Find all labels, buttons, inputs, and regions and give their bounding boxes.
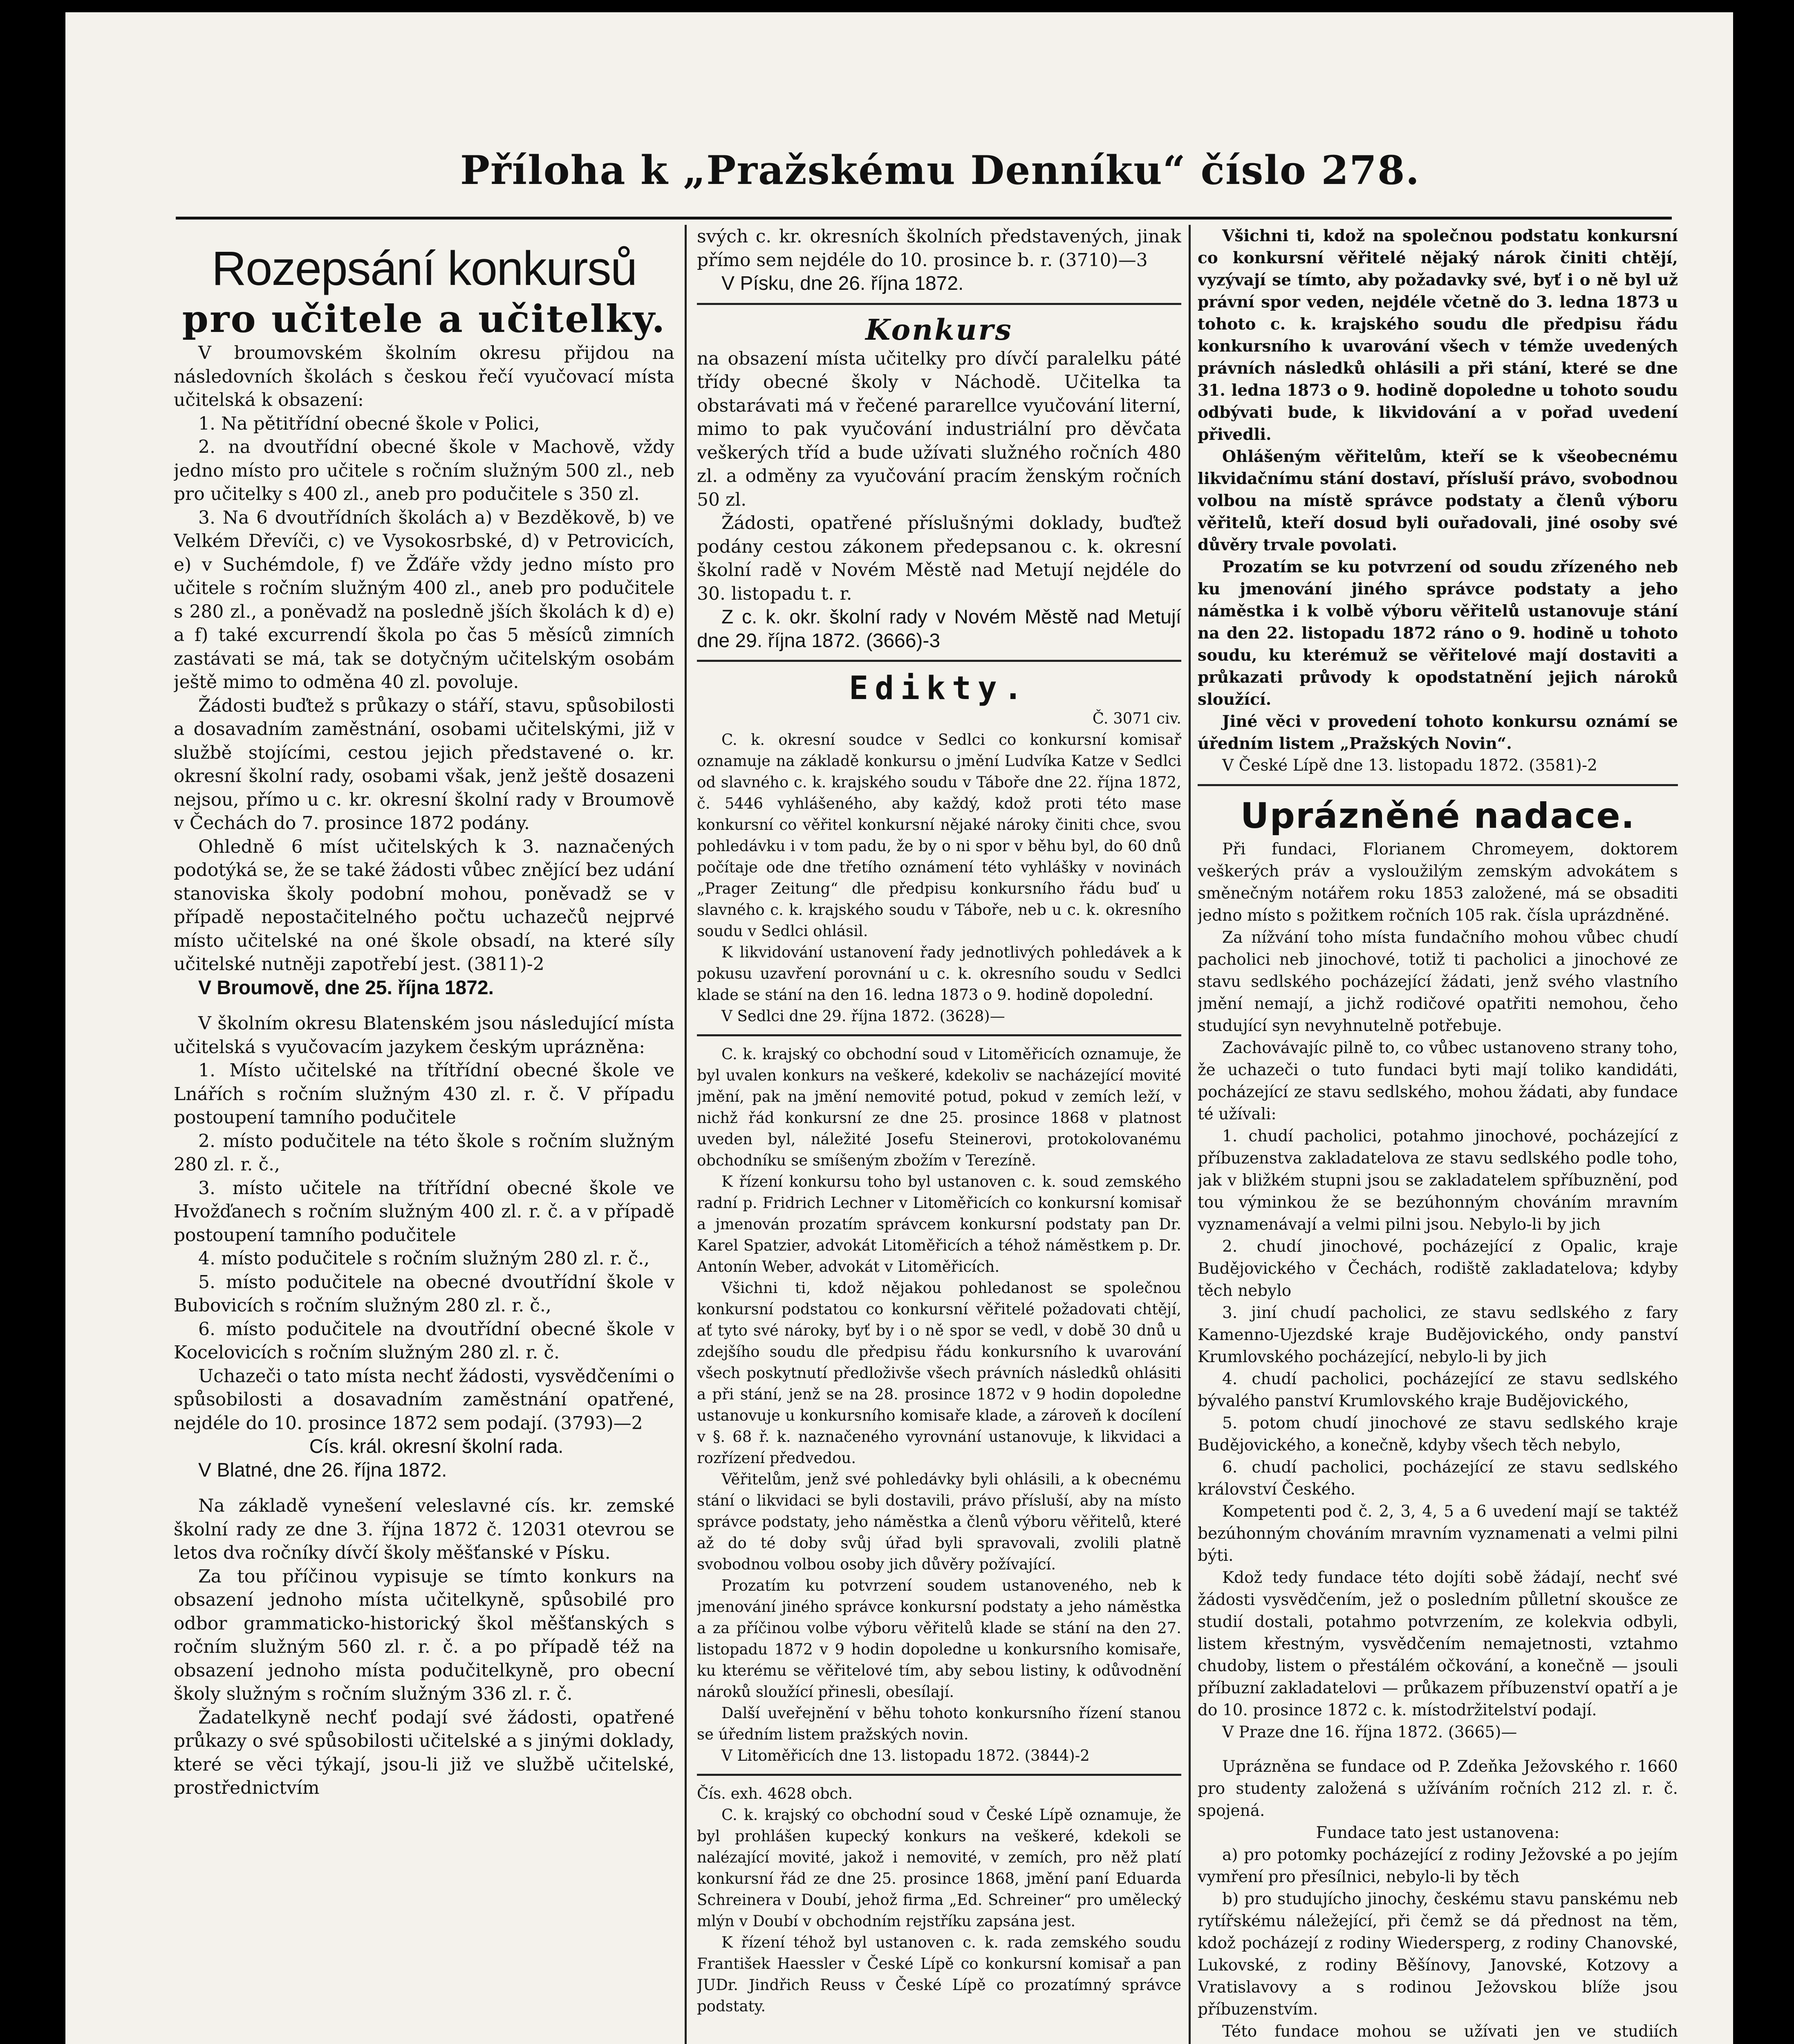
reference-number: Č. 3071 civ. (1092, 710, 1181, 727)
paragraph: Jiné věci v provedení tohoto konkursu oznámí se úředním listem „Pražských Novin“. (1198, 712, 1678, 753)
paragraph: Na základě vynešení veleslavné cís. kr. zemské školní rady ze dne 3. října 1872 č. 12031 otevrou se letos dva ročníky dívčí školy měšťanské v Písku. (174, 1495, 674, 1563)
column-divider-2 (1189, 225, 1191, 2044)
paragraph: Kdož tedy fundace této dojíti sobě žádají, nechť své žádosti vysvědčením, jež o posledním půlletní skoušce ze studií dostali, potahmo potvrzením, ze kolekvia odbyli, listem křestným, vysvědčením nemajetnosti, vztahmo chudoby, listem o přestálém očkování, a konečně — jsouli příbuzní zakladatelovi — průkazem příbuzenství opatří a je do 10. prosince 1872 c. k. místodržitelství podají. (1198, 1569, 1678, 1719)
paragraph: K řízení téhož byl ustanoven c. k. rada zemského soudu František Haessler v České Lípě co konkursní komisař a pan JUDr. Jindřich Reuss v České Lípě co prozatímný správce podstaty. (697, 1934, 1181, 2015)
signature: Cís. král. okresní školní rada. (309, 1436, 564, 1457)
place-date: V Sedlci dne 29. října 1872. (3628)— (721, 1007, 1005, 1025)
place-date: V Písku, dne 26. října 1872. (721, 273, 964, 294)
column-divider-1 (685, 225, 687, 2044)
paragraph: 5. místo podučitele na obecné dvoutřídní škole v Bubovicích s ročním služným 280 zl. r. č., (174, 1271, 674, 1316)
divider (697, 660, 1181, 662)
supplement-header: Příloha k „Pražskému Denníku“ číslo 278. (460, 147, 1420, 193)
paragraph: K řízení konkursu toho byl ustanoven c. k. soud zemského radní p. Fridrich Lechner v Litoměřicích co konkursní komisař a jmenován prozatím správcem konkursní podstaty pan Dr. Karel Spatzier, advokát Litoměřicích a téhož náměstkem p. Dr. Antonín Weber, advokát v Litoměřicích. (697, 1173, 1181, 1275)
paragraph: Za nížvání toho místa fundačního mohou vůbec chudí pacholici neb jinochové, totiž ti pacholici a jinochové ze stavu sedlského pocházející žádati, jenž svého vlastního jmění nemají, a jichž rodičové opatřiti nemohou, čeho studující syn nevyhnutelně potřebuje. (1198, 928, 1678, 1035)
place-date: V Praze dne 16. října 1872. (3665)— (1222, 1723, 1517, 1741)
list-item: a) pro potomky pocházející z rodiny Ježovské a po jejím vymření pro přesílnici, nebylo-li by těch (1198, 1846, 1678, 1886)
nadace-title: Uprázněné nadace. (1240, 796, 1635, 836)
signature: Z c. k. okr. školní rady v Novém Městě nad Metují dne 29. října 1872. (3666)-3 (697, 606, 1181, 652)
newspaper-page (65, 12, 1733, 2044)
paragraph: Ohledně 6 míst učitelských k 3. naznačených podotýká se, že se také žádosti vůbec znějící bez udání stanoviska školy podobní mohou, poněvadž se v případě nepostačitelného počtu uchazečů nejprvé místo učitelské na oné škole obsadí, na které síly učitelské nutněji zapotřebí jest. (3811)-2 (174, 836, 674, 975)
paragraph: 2. na dvoutřídní obecné škole v Machově, vždy jedno místo pro učitele s ročním služným 500 zl., neb pro učitelky s 400 zl., aneb pro podučitele s 350 zl. (174, 437, 674, 504)
paragraph: 6. místo podučitele na dvoutřídní obecné škole v Kocelovicích s ročním služným 280 zl. r. č. (174, 1318, 674, 1363)
paragraph: Fundace tato jest ustanovena: (1316, 1824, 1560, 1842)
paragraph: Zachovávajíc pilně to, co vůbec ustanoveno strany toho, že uchazeči o tuto fundaci byti mají toliko kandidáti, pocházející ze stavu sedlského, mohou žádati, aby fundace té užívali: (1198, 1039, 1678, 1123)
paragraph: 1. Na pětitřídní obecné škole v Polici, (198, 413, 540, 434)
paragraph: Uchazeči o tato místa nechť žádosti, vysvědčeními o spůsobilosti a dosavadním zaměstnání opatřené, nejdéle do 10. prosince 1872 sem podají. (3793)—2 (174, 1365, 674, 1434)
paragraph: 3. místo učitele na třítřídní obecné škole ve Hvožďanech s ročním služným 400 zl. r. č. a v případě postoupení tamního podučitele (174, 1177, 674, 1246)
paragraph: K likvidování ustanovení řady jednotlivých pohledávek a k pokusu uzavření porovnání u c. k. okresního soudu v Sedlci klade se stání na den 16. ledna 1873 o 9. hodině dopolední. (697, 944, 1181, 1004)
divider (697, 303, 1181, 305)
paragraph: Další uveřejnění v běhu tohoto konkursního řízení stanou se úředním listem pražských novin. (697, 1704, 1181, 1743)
paragraph: Při fundaci, Florianem Chromeyem, doktorem veškerých práv a vysloužilým zemským advokátem s směnečným notářem roku 1853 založené, má se obsaditi jedno místo s požitkem ročních 105 rak. čísla uprázdněné. (1198, 840, 1678, 925)
place-date: V České Lípě dne 13. listopadu 1872. (3581)-2 (1222, 756, 1597, 775)
paragraph: Kompetenti pod č. 2, 3, 4, 5 a 6 uvedení mají se taktéž bezúhonným chováním mravním vyznamenati a velmi pilni býti. (1198, 1502, 1678, 1565)
paragraph: Prozatím se ku potvrzení od soudu zřízeného neb ku jmenování jiného správce podstaty a jeho náměstka i k volbě výboru věřitelů ustanovuje stání na den 22. listopadu 1872 ráno o 9. hodině u tohoto soudu, ku kterémuž se věřitelové mají dostaviti a průkazati průvody k opodstatnění jejich nároků sloužící. (1198, 558, 1678, 709)
paragraph: 3. Na 6 dvoutřídních školách a) v Bezděkově, b) ve Velkém Dřevíči, c) ve Vysokosrbské, d) v Petrovicích, e) v Suchémdole, f) ve Žďáře vždy jedno místo pro učitele s ročním služným 400 zl., aneb pro podučitele s 280 zl., a poněvadž na posledně jších školách k d) e) a f) také excurrendí škola po čas 5 měsíců zimních zastávati se má, tak se dotyčným učitelským osobám ještě mimo to odměna 40 zl. povoluje. (174, 507, 674, 693)
paragraph: Všichni ti, kdož nějakou pohledanost se společnou konkursní podstatou co konkursní věřitelé požadovati chtějí, ať tyto své nároky, byť by i o ně spor se vedl, v době 30 dnů u zdejšího soudu dle předpisu řádu konkursního k uvarování všech poskytnutí předloživše všech právních následků ohlásiti a při stání, jenž se na 28. prosince 1872 v 9 hodin dopoledne ustanovuje u konkursního komisaře klade, a zároveň k docílení v §. 68 ř. k. naznačeného vyrovnání ustanovuje, k likvidaci a rozřízení předvedou. (697, 1279, 1181, 1467)
header-rule (176, 217, 1672, 220)
paragraph: na obsazení místa učitelky pro dívčí paralelku páté třídy obecné školy v Náchodě. Učitelka ta obstarávati má v řečené pararellce vyučování literní, mimo to pak vyučování industriální pro děvčata veškerých tříd a bude užívati služného ročních 480 zl. a odměny za vyučování pracím ženským ročních 50 zl. (697, 348, 1181, 510)
paragraph: 5. potom chudí jinochové ze stavu sedlského kraje Budějovického, a konečně, kdyby všech těch nebylo, (1198, 1414, 1678, 1455)
column-1 (174, 225, 674, 2044)
konkurs-title: Konkurs (865, 312, 1013, 347)
paragraph: C. k. okresní soudce v Sedlci co konkursní komisař oznamuje na základě konkursu o jmění Ludvíka Katze v Sedlci od slavného c. k. krajského soudu v Táboře dne 22. října 1872, č. 5446 vyhlášeného, aby každý, kdož proti této mase konkursní co věřitel konkursní nějaké nároky činiti chce, svou pohledávku i v tom padu, že by o ni spor v běhu byl, do 60 dnů počítaje ode dne třetího oznámení této vyhlášky v novinách „Prager Zeitung“ dle předpisu konkursního řádu buď u slavného c. k. krajského soudu v Táboře, neb u c. k. okresního soudu v Sedlci ohlásil. (697, 731, 1181, 940)
paragraph: V broumovském školním okresu přijdou na následovních školách s českou řečí vyučovací místa učitelská k obsazení: (174, 343, 674, 410)
paragraph: Žádosti buďtež s průkazy o stáří, stavu, spůsobilosti a dosavadním zaměstnání, osobami učitelskými, již v službě stojícími, cestou jejich představené o. kr. okresní školní rady, osobami však, jenž ještě dosazeni nejsou, přímo u c. kr. okresní školní rady v Broumově v Čechách do 7. prosince 1872 podány. (174, 695, 674, 834)
paragraph: Ohlášeným věřitelům, kteří se k všeobecnému likvidačnímu stání dostaví, přísluší právo, svobodnou volbou na místě správce podstaty a členů výboru věřitelů, kteří dosud byli ouřadovali, jiné osoby své důvěry trvale povolati. (1198, 447, 1678, 554)
paragraph: Žádosti, opatřené příslušnými doklady, buďtež podány cestou zákonem předepsanou c. k. okresní školní radě v Novém Městě nad Metují nejdéle do 30. listopadu t. r. (697, 513, 1181, 604)
section-subtitle: pro učitele a učitelky. (182, 297, 666, 341)
divider (1198, 784, 1678, 786)
divider (697, 1034, 1181, 1036)
place-date: V Blatné, dne 26. října 1872. (198, 1459, 447, 1481)
paragraph: Žadatelkyně nechť podají své žádosti, opatřené průkazy o své spůsobilosti učitelské a s jinými doklady, které se věci týkají, jsou-li již ve službě učitelské, prostřednictvím (174, 1707, 674, 1798)
paragraph: V školním okresu Blatenském jsou následující místa učitelská s vyučovacím jazykem českým uprázněna: (174, 1013, 674, 1058)
paragraph: 4. chudí pacholici, pocházející ze stavu sedlského bývalého panství Krumlovského kraje Budějovického, (1198, 1370, 1678, 1410)
paragraph: Za tou příčinou vypisuje se tímto konkurs na obsazení jednoho místa učitelkyně, spůsobilé pro odbor grammaticko-historický škol měšťanských s ročním služným 560 zl. r. č. a po případě též na obsazení jednoho místa podučitelkyně, pro obecní školy služným s ročním služným 336 zl. r. č. (174, 1566, 674, 1704)
column-3 (1198, 225, 1678, 2044)
paragraph: 2. chudí jinochové, pocházející z Opalic, kraje Budějovického v Čechách, rodiště zakladatelova; kdyby těch nebylo (1198, 1237, 1678, 1300)
column-2 (697, 225, 1181, 2044)
section-title: Rozepsání konkursů (211, 242, 637, 296)
place-date: V Litoměřicích dne 13. listopadu 1872. (3844)-2 (721, 1747, 1090, 1764)
paragraph: 3. jiní chudí pacholici, ze stavu sedlského z fary Kamenno-Ujezdské kraje Budějovického, ondy panství Krumlovského pocházející, nebylo-li by jich (1198, 1304, 1678, 1366)
paragraph: Věřitelům, jenž své pohledávky byli ohlásili, a k obecnému stání o likvidaci se byli dostavili, právo přísluší, aby na místo správce podstaty, jeho náměstka a členů výboru věřitelů, které až do té doby svůj úřad byli spravovali, zvolili platně svobodnou volbou osoby jich důvěry požívající. (697, 1470, 1181, 1573)
paragraph: svých c. kr. okresních školních představených, jinak přímo sem nejdéle do 10. prosince b. r. (3710)—3 (697, 226, 1181, 271)
paragraph: 2. místo podučitele na této škole s ročním služným 280 zl. r. č., (174, 1130, 674, 1175)
paragraph: Této fundace mohou se užívati jen ve studiích (1222, 2022, 1678, 2041)
paragraph: Prozatím ku potvrzení soudem ustanoveného, neb k jmenování jiného správce konkursní podstaty a jeho náměstka a za příčinou volbe výboru věřitelů klade se stání na den 27. listopadu 1872 v 9 hodin dopoledne u konkursního komisaře, ku kterému se věřitelové tím, aby sebou listiny, k odůvodnění nároků sloužící přinesli, obesílají. (697, 1577, 1181, 1701)
paragraph: Uprázněna se fundace od P. Zdeňka Ježovského r. 1660 pro studenty založená s užíváním ročních 212 zl. r. č. spojená. (1198, 1757, 1678, 1820)
paragraph: Všichni ti, kdož na společnou podstatu konkursní co konkursní věřitelé nějaký nárok činiti chtějí, vyzývají se tímto, aby požadavky své, byť i o ně byl už právní spor veden, nejdéle včetně do 3. ledna 1873 u tohoto c. k. krajského soudu dle předpisu řádu konkursního k uvarování všech v témže uvedených právních následků ohlásili a při stání, které se dne 31. ledna 1873 o 9. hodině dopoledne u tohoto soudu odbývati bude, k likvidování a v pořad uvedení přivedli. (1198, 226, 1678, 444)
paragraph: 1. Místo učitelské na třítřídní obecné škole ve Lnářích s ročním služným 430 zl. r. č. V případu postoupení tamního podučitele (174, 1060, 674, 1128)
edikty-title: Edikty. (849, 670, 1029, 707)
place-date: V Broumově, dne 25. října 1872. (198, 977, 494, 999)
list-item: b) pro studujícho jinochy, českému stavu panskému neb rytířskému náležející, při čemž se dá přednost na těm, kdož pocházejí z rodiny Wiedersperg, z rodiny Chanovské, Lukovské, z rodiny Běšínovy, Janovské, Kotzovy a Vratislavovy a s rodinou Ježovskou blíže jsou příbuzenstvím. (1198, 1890, 1678, 2019)
paragraph: C. k. krajský co obchodní soud v České Lípě oznamuje, že byl prohlášen kupecký konkurs na veškeré, kdekoli se nalézající movité, jakož i nemovité, v zemích, pro něž platí konkursní řád ze dne 25. prosince 1868, jmění paní Eduarda Schreinera v Doubí, jehož firma „Ed. Schreiner“ pro umělecký mlýn v Doubí v obchodním rejstříku zapsána jest. (697, 1806, 1181, 1930)
reference-number: Čís. exh. 4628 obch. (697, 1785, 853, 1802)
divider (697, 1774, 1181, 1776)
paragraph: 4. místo podučitele s ročním služným 280 zl. r. č., (198, 1248, 650, 1269)
paragraph: 6. chudí pacholici, pocházející ze stavu sedlského království Českého. (1198, 1458, 1678, 1499)
paragraph: 1. chudí pacholici, potahmo jinochové, pocházející z příbuzenstva zakladatelova ze stavu sedlského podle toho, jak v bližkém stupni jsou se zakladatelem spříbuznění, pod tou výminkou že se bezúhonným chováním mravním vyznamenávají a velmi pilni jsou. Nebylo-li by jich (1198, 1127, 1678, 1234)
paragraph: C. k. krajský co obchodní soud v Litoměřicích oznamuje, že byl uvalen konkurs na veškeré, kdekoliv se nacházející movité jmění, pak na jmění nemovité potud, pokud v zemích leží, v nichž řád konkursní ze dne 25. prosince 1868 v platnost uveden byl, náležité Josefu Steinerovi, protokolovanému obchodníku se smíšeným zbožím v Terezíně. (697, 1045, 1181, 1169)
